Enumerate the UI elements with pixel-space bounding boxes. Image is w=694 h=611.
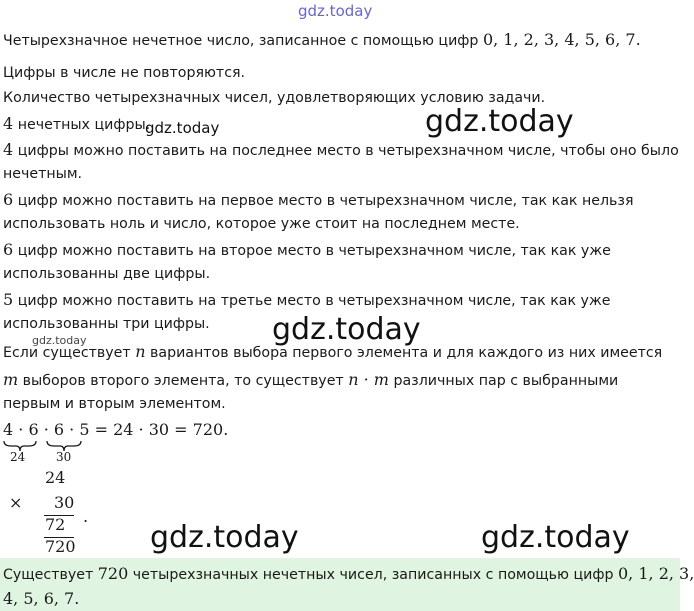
- equation: [3, 420, 228, 439]
- line-14-m: m: [3, 370, 19, 389]
- line-14-b: различных пар с выбранными: [388, 373, 619, 389]
- equation-group-1: 4 · 6: [3, 420, 39, 439]
- line-11-text: цифр можно поставить на третье место в четырехзначном числе, так как уже: [13, 293, 611, 309]
- line-13-a: Если существует: [3, 345, 136, 361]
- watermark-1: gdz.today: [425, 104, 574, 139]
- mult-sign: ×: [9, 493, 23, 512]
- line-15: первым и вторым элементом.: [3, 396, 226, 412]
- line-12: использованны три цифры.: [3, 316, 210, 332]
- equation-rest: = 24 · 30 = 720.: [89, 420, 229, 439]
- line-9: [3, 240, 611, 259]
- answer-text: Существует: [3, 567, 98, 583]
- line-6: нечетным.: [3, 166, 83, 182]
- line-8: использовать ноль и число, которое уже стоит на последнем месте.: [3, 216, 520, 232]
- line-1-digits: 0, 1, 2, 3, 4, 5, 6, 7.: [482, 30, 641, 49]
- line-13-n: n: [135, 342, 146, 361]
- answer-text-2: четырехзначных нечетных чисел, записанных с помощью цифр: [128, 567, 618, 583]
- answer-number: 720: [97, 564, 129, 583]
- line-7-text: цифр можно поставить на первое место в четырехзначном числе, так как нельзя: [13, 193, 634, 209]
- mult-period: .: [83, 507, 89, 526]
- answer-line-2: 4, 5, 6, 7.: [3, 589, 80, 608]
- underbrace-1-value: 24: [10, 450, 26, 464]
- line-4: [3, 114, 150, 133]
- mult-partial: 72: [45, 515, 66, 534]
- line-5-text: цифры можно поставить на последнее место в четырехзначном числе, чтобы оно было: [13, 143, 679, 159]
- line-7: [3, 190, 634, 209]
- line-14-a: выборов второго элемента, то существует: [18, 373, 349, 389]
- line-2: Цифры в числе не повторяются.: [3, 65, 246, 81]
- line-5: [3, 140, 679, 159]
- line-4-text: нечетных цифры.: [13, 117, 151, 133]
- mult-multiplier: 30: [54, 493, 75, 512]
- line-9-text: цифр можно поставить на второе место в четырехзначном числе, так как уже: [13, 243, 611, 259]
- watermark-top: gdz.today: [298, 2, 373, 20]
- equation-group-2: 6 · 5: [53, 420, 90, 439]
- answer-line-1: [3, 564, 694, 583]
- mult-multiplicand: 24: [45, 468, 66, 487]
- line-14-nm: n · m: [348, 370, 389, 389]
- watermark-tiny: gdz.today: [32, 334, 87, 347]
- line-5-num: 4: [3, 140, 14, 159]
- line-10: использованны две цифры.: [3, 266, 211, 282]
- line-3: Количество четырехзначных чисел, удовлетворяющих условию задачи.: [3, 90, 546, 106]
- line-13-b: вариантов выбора первого элемента и для каждого из них имеется: [145, 345, 663, 361]
- line-11-num: 5: [3, 290, 14, 309]
- watermark-inline: gdz.today: [145, 119, 220, 137]
- line-7-num: 6: [3, 190, 14, 209]
- watermark-4: gdz.today: [481, 520, 630, 555]
- line-1: [3, 30, 641, 49]
- answer-digits-1: 0, 1, 2, 3,: [618, 564, 694, 583]
- line-14: [3, 370, 618, 389]
- watermark-3: gdz.today: [150, 520, 299, 555]
- watermark-2: gdz.today: [272, 312, 421, 347]
- line-9-num: 6: [3, 240, 14, 259]
- equation-dot: ·: [38, 420, 54, 439]
- mult-result: 720: [45, 537, 76, 556]
- line-11: [3, 290, 610, 309]
- underbrace-2-value: 30: [56, 450, 72, 464]
- line-1-text: Четырехзначное нечетное число, записанное с помощью цифр: [3, 33, 483, 49]
- line-4-num: 4: [3, 114, 14, 133]
